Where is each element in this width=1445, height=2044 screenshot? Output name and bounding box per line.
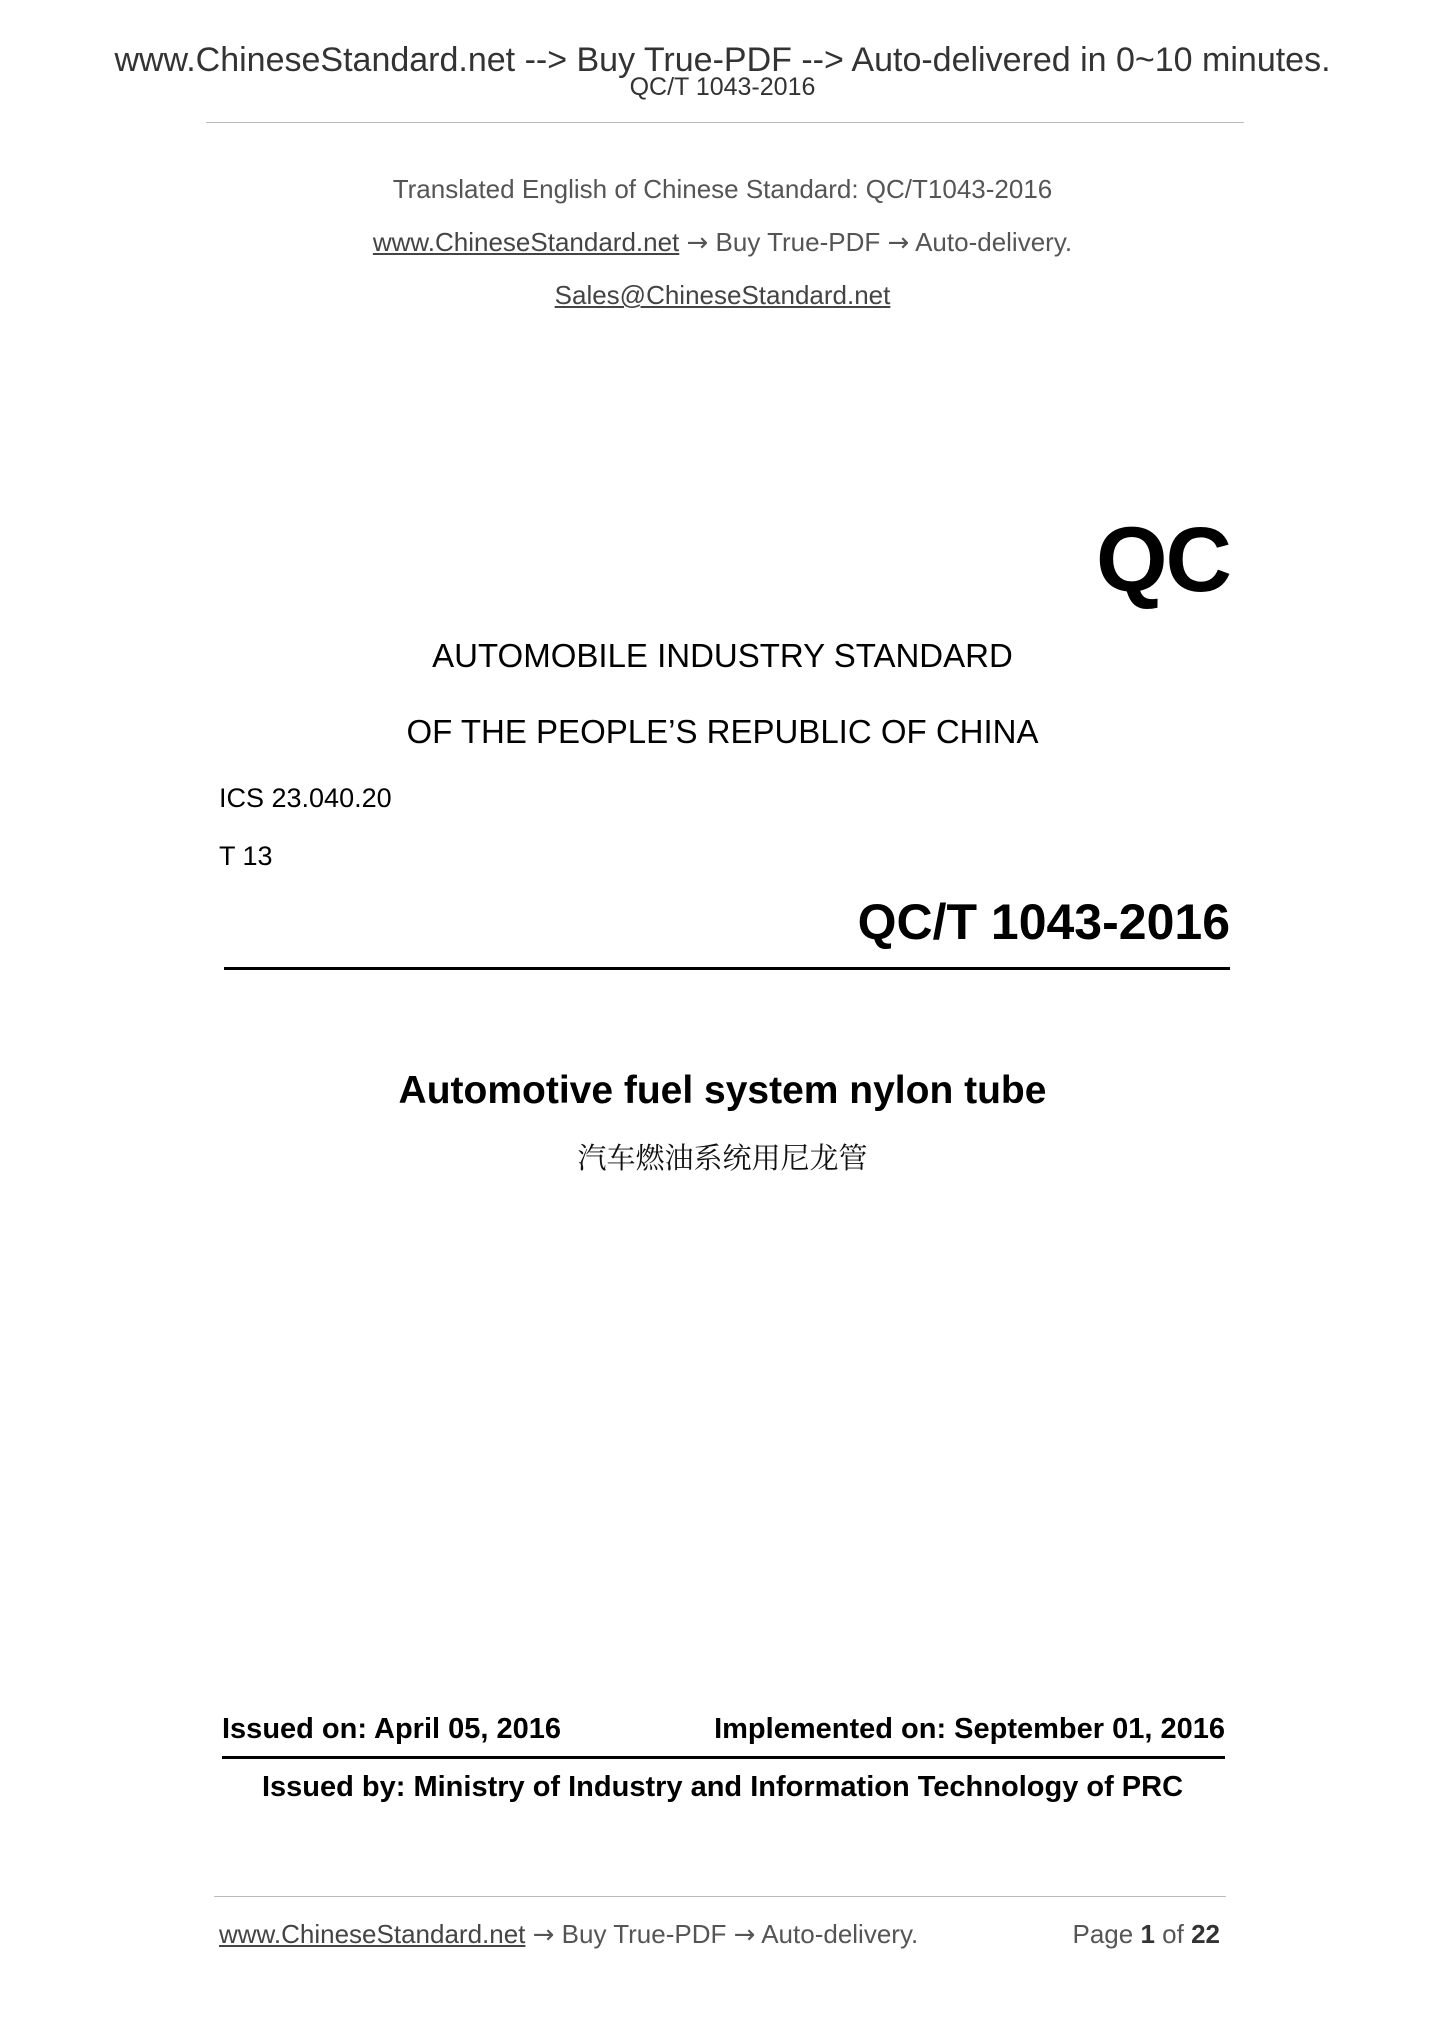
ics-code: ICS 23.040.20 [219, 783, 392, 813]
issued-by: Issued by: Ministry of Industry and Information Technology of PRC [261, 1771, 1184, 1803]
footer-buy-text: Buy True-PDF [561, 1919, 727, 1949]
buy-text: Buy True-PDF [715, 227, 881, 257]
footer-divider [214, 1896, 1226, 1897]
sales-email-link[interactable]: Sales@ChineseStandard.net [554, 280, 891, 310]
footer-buy-line [219, 1918, 918, 1951]
intro-buy-line [0, 225, 1445, 260]
standard-title-line1: AUTOMOBILE INDUSTRY STANDARD [432, 637, 1013, 674]
arrow-icon: → [532, 1920, 555, 1950]
arrow-icon: → [686, 228, 709, 258]
page-label: Page [1072, 1919, 1134, 1949]
header-banner: www.ChineseStandard.net --> Buy True-PDF --> Auto-delivered in 0~10 minutes. [114, 41, 1331, 79]
footer-site-link[interactable]: www.ChineseStandard.net [219, 1919, 526, 1949]
header-doc-number: QC/T 1043-2016 [629, 73, 816, 101]
t-code: T 13 [219, 841, 273, 871]
doc-number: QC/T 1043-2016 [857, 894, 1230, 950]
standard-title-line2: OF THE PEOPLE’S REPUBLIC OF CHINA [406, 713, 1039, 750]
auto-delivery-text: Auto-delivery. [915, 227, 1073, 257]
page-current: 1 [1140, 1919, 1155, 1949]
issue-divider [222, 1756, 1225, 1759]
qc-logo: QC [1096, 509, 1230, 611]
page-total: 22 [1191, 1919, 1220, 1949]
of-label: of [1162, 1919, 1184, 1949]
header-divider [206, 122, 1244, 123]
site-link[interactable]: www.ChineseStandard.net [372, 227, 680, 257]
document-title-en: Automotive fuel system nylon tube [398, 1069, 1047, 1112]
implemented-on-date: Implemented on: September 01, 2016 [714, 1713, 1225, 1745]
arrow-icon: → [733, 1920, 756, 1950]
footer-auto-delivery-text: Auto-delivery. [761, 1919, 919, 1949]
issued-on-date: Issued on: April 05, 2016 [222, 1713, 561, 1745]
document-title-zh: 汽车燃油系统用尼龙管 [577, 1141, 868, 1175]
translated-notice: Translated English of Chinese Standard: QC/T1043-2016 [392, 174, 1053, 204]
email-line [0, 278, 1445, 312]
doc-number-divider [224, 967, 1230, 970]
arrow-icon: → [887, 228, 910, 258]
page-indicator [1072, 1918, 1220, 1950]
